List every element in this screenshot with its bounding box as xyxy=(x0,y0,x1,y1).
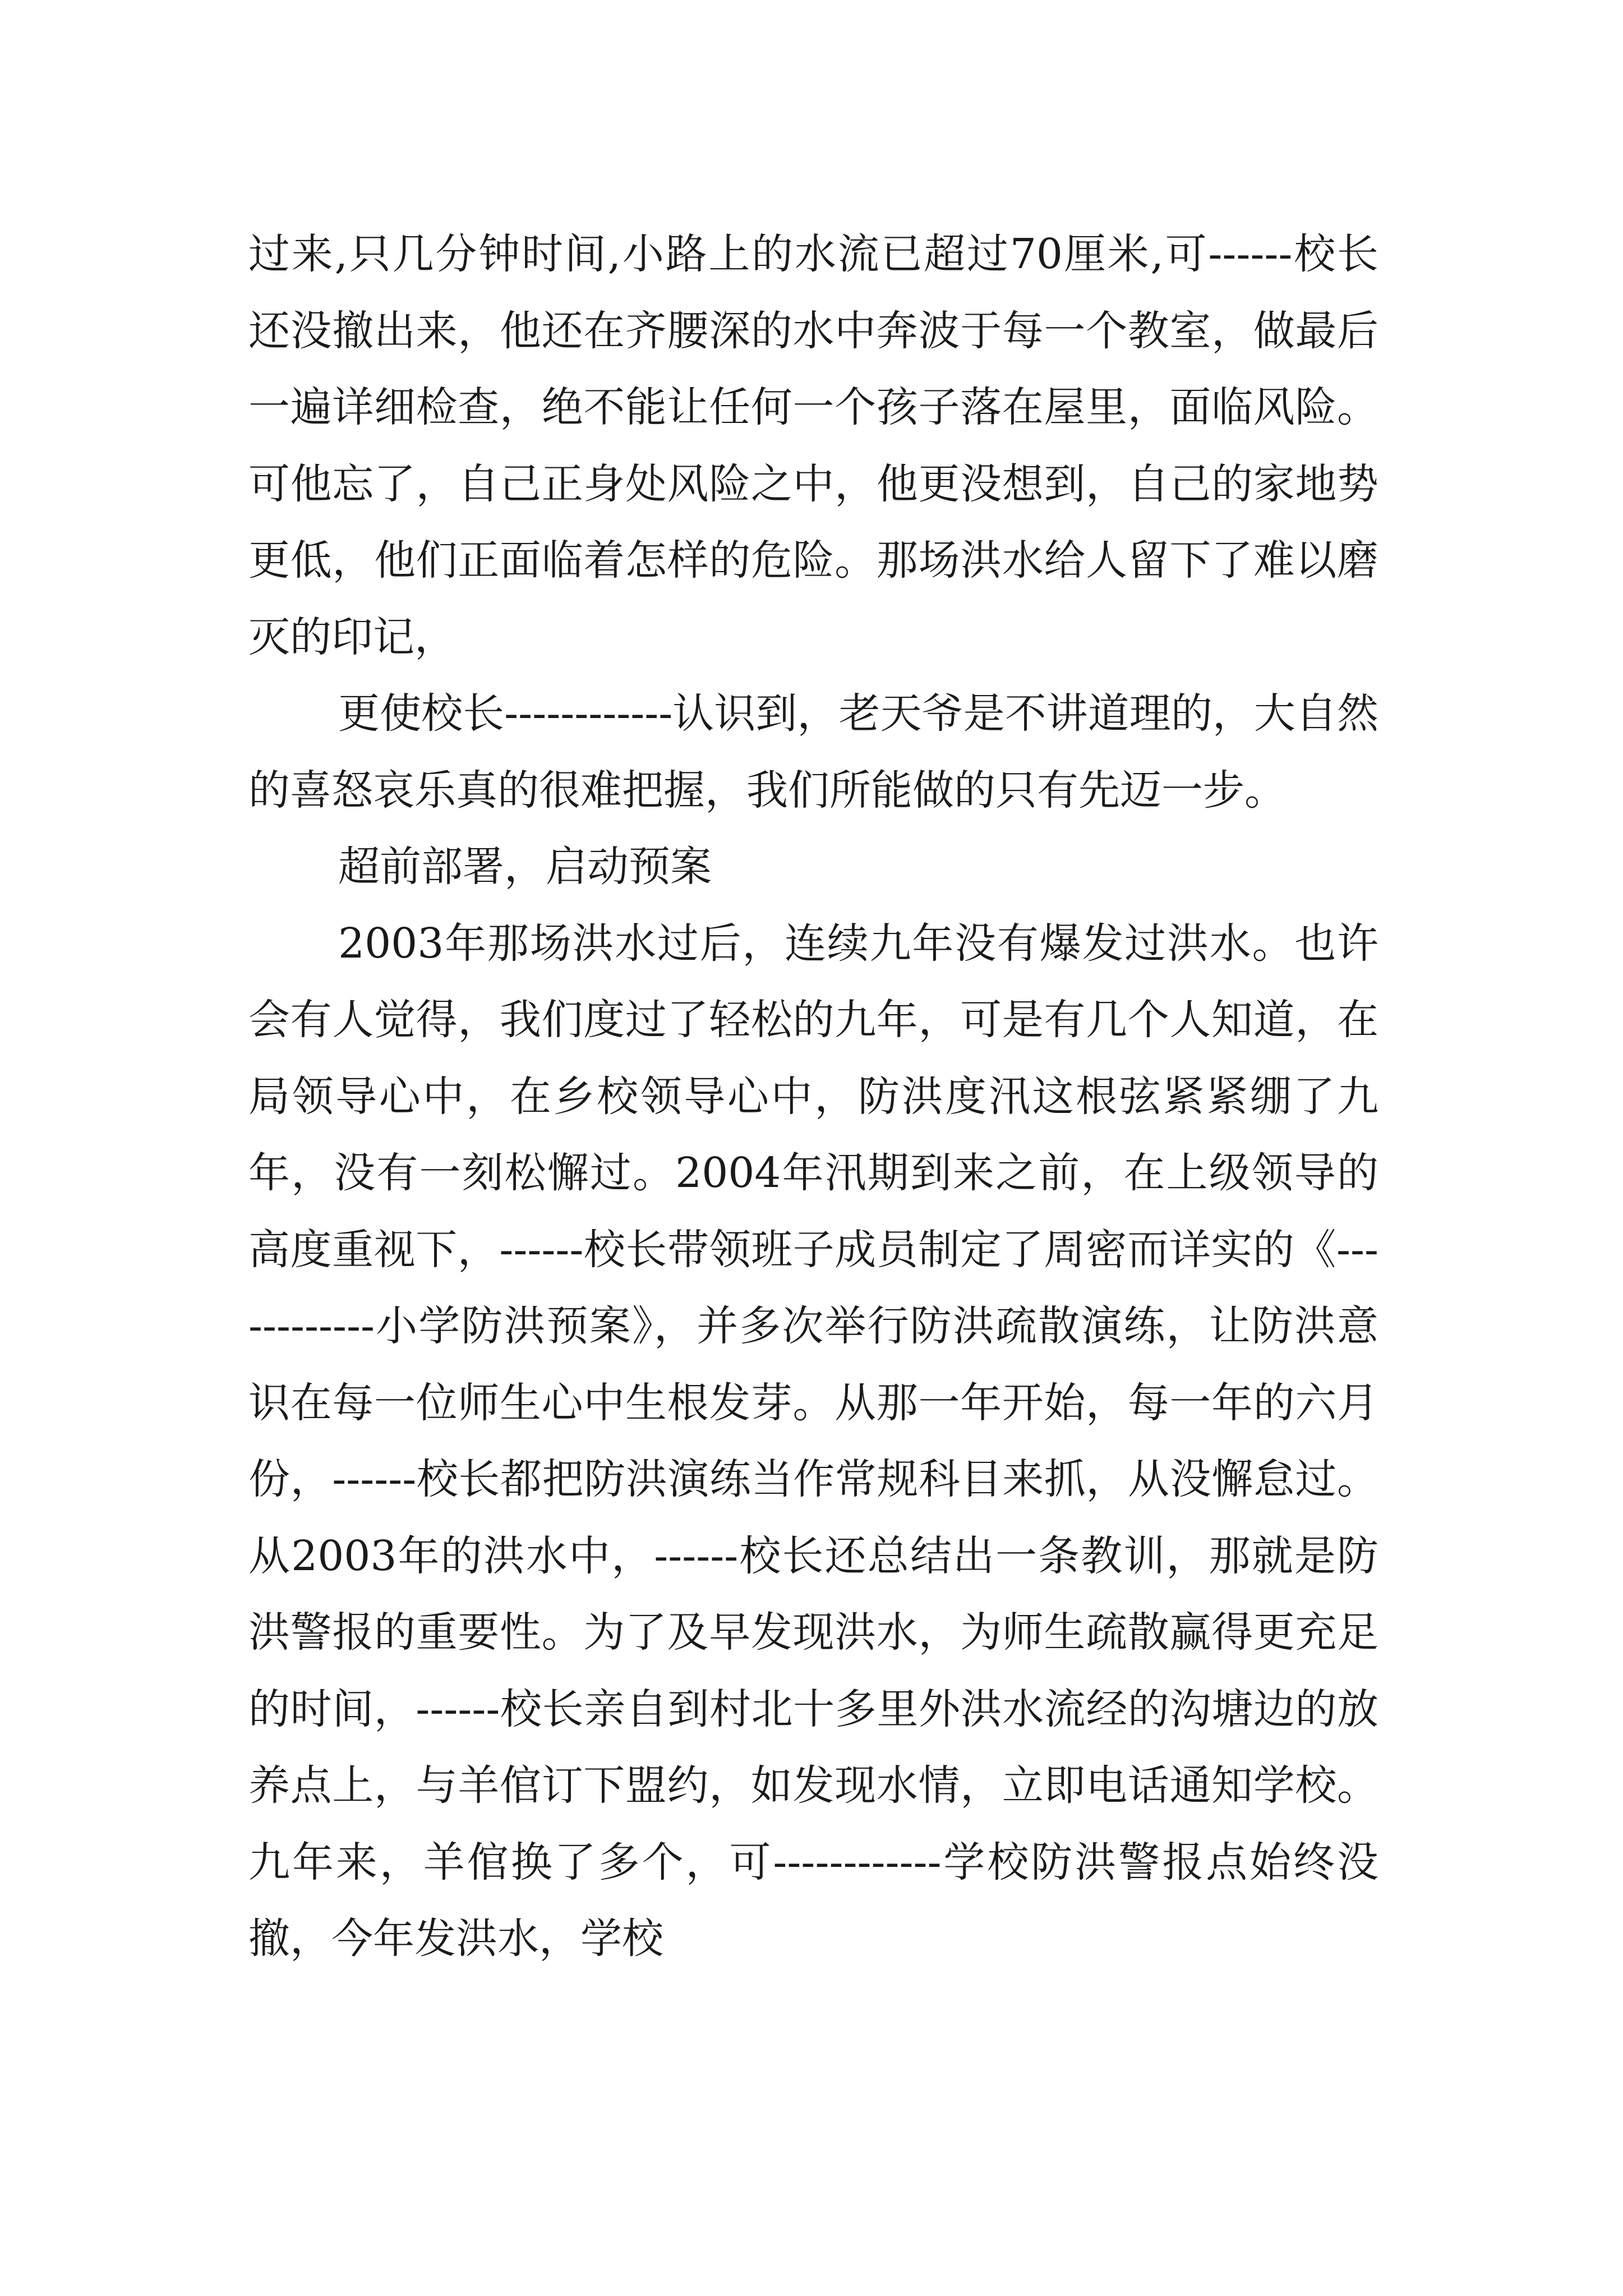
body-text xyxy=(248,216,1378,1977)
paragraph-1: 过来,只几分钟时间,小路上的水流已超过70厘米,可------校长还没撤出来，他还在齐腰深的水中奔波于每一个教室，做最后一遍详细检查，绝不能让任何一个孩子落在屋里，面临风险。可他忘了，自己正身处风险之中，他更没想到，自己的家地势更低，他们正面临着怎样的危险。那场洪水给人留下了难以磨灭的印记， xyxy=(248,230,1378,661)
paragraph-3: 2003年那场洪水过后，连续九年没有爆发过洪水。也许会有人觉得，我们度过了轻松的九年，可是有几个人知道，在局领导心中，在乡校领导心中，防洪度汛这根弦紧紧绷了九年，没有一刻松懈过。2004年汛期到来之前，在上级领导的高度重视下，------校长带领班子成员制定了周密而详实的《------------小学防洪预案》，并多次举行防洪疏散演练，让防洪意识在每一位师生心中生根发芽。从那一年开始，每一年的六月份，------校长都把防洪演练当作常规科目来抓，从没懈怠过。从2003年的洪水中，------校长还总结出一条教训，那就是防洪警报的重要性。为了及早发现洪水，为师生疏散赢得更充足的时间，------校长亲自到村北十多里外洪水流经的沟塘边的放养点上，与羊倌订下盟约，如发现水情，立即电话通知学校。九年来，羊倌换了多个，可------------学校防洪警报点始终没撤，今年发洪水，学校 xyxy=(248,919,1378,1963)
paragraph-2: 更使校长------------认识到，老天爷是不讲道理的，大自然的喜怒哀乐真的很难把握，我们所能做的只有先迈一步。 xyxy=(248,689,1378,815)
section-heading: 超前部署，启动预案 xyxy=(338,843,712,891)
